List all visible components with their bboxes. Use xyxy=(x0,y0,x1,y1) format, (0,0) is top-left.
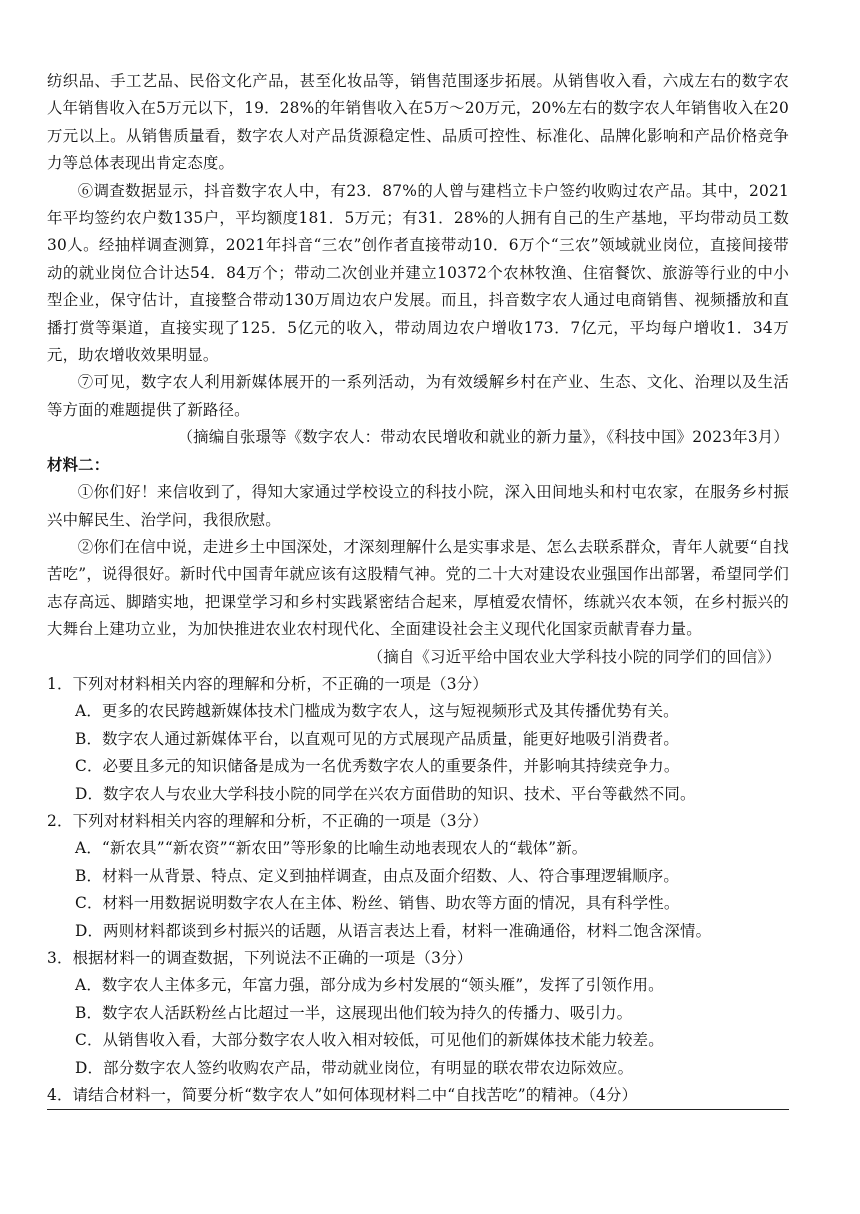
option-a: A．更多的农民跨越新媒体技术门槛成为数字农人，这与短视频形式及其传播优势有关。 xyxy=(75,702,679,721)
page-bottom-rule xyxy=(47,1109,789,1110)
material2-source: （摘自《习近平给中国农业大学科技小院的同学们的回信》） xyxy=(367,647,781,666)
question-4 xyxy=(47,1082,789,1109)
option-d: D．数字农人与农业大学科技小院的同学在兴农方面借助的知识、技术、平台等截然不同。 xyxy=(75,784,696,803)
option-a: A．“新农具”“新农资”“新农田”等形象的比喻生动地表现农人的“载体”新。 xyxy=(75,839,588,858)
exam-page xyxy=(47,68,789,1109)
material2-heading: 材料二： xyxy=(47,455,110,474)
option-b: B．数字农人通过新媒体平台，以直观可见的方式展现产品质量，能更好地吸引消费者。 xyxy=(75,729,679,748)
option-c: C．材料一用数据说明数字农人在主体、粉丝、销售、助农等方面的情况，具有科学性。 xyxy=(75,894,680,913)
paragraph-7: ⑦可见，数字农人利用新媒体展开的一系列活动，为有效缓解乡村在产业、生态、文化、治理以及生活等方面的难题提供了新路径。 xyxy=(47,373,789,419)
material2-paragraph-2: ②你们在信中说，走进乡土中国深处，才深刻理解什么是实事求是、怎么去联系群众，青年人就要“自找苦吃”，说得很好。新时代中国青年就应该有这股精气神。党的二十大对建设农业强国作出部署，希望同学们志存高远、脚踏实地，把课堂学习和乡村实践紧密结合起来，厚植爱农情怀，练就兴农本领，在乡村振兴的大舞台上建功立业，为加快推进农业农村现代化、全面建设社会主义现代化国家贡献青春力量。 xyxy=(47,537,789,639)
question-2 xyxy=(47,808,789,945)
question-stem: 3．根据材料一的调查数据，下列说法不正确的一项是（3分） xyxy=(47,949,473,967)
option-d: D．两则材料都谈到乡村振兴的话题，从语言表达上看，材料一准确通俗，材料二饱含深情。 xyxy=(75,921,712,940)
option-c: C．从销售收入看，大部分数字农人收入相对较低，可见他们的新媒体技术能力较差。 xyxy=(75,1031,664,1050)
option-c: C．必要且多元的知识储备是成为一名优秀数字农人的重要条件，并影响其持续竞争力。 xyxy=(75,757,680,776)
option-b: B．数字农人活跃粉丝占比超过一半，这展现出他们较为持久的传播力、吸引力。 xyxy=(75,1003,633,1022)
question-stem: 4．请结合材料一，简要分析“数字农人”如何体现材料二中“自找苦吃”的精神。（4分） xyxy=(47,1086,638,1105)
question-3 xyxy=(47,945,789,1082)
material1-source: （摘编自张璟等《数字农人：带动农民增收和就业的新力量》，《科技中国》2023年3月） xyxy=(177,428,789,447)
question-1 xyxy=(47,671,789,808)
paragraph-6: ⑥调查数据显示，抖音数字农人中，有23．87%的人曾与建档立卡户签约收购过农产品。其中，2021年平均签约农户数135户，平均额度181．5万元；有31．28%的人拥有自己的生产基地，平均带动员工数30人。经抽样调查测算，2021年抖音“三农”创作者直接带动10．6万个“三农”领域就业岗位，直接间接带动的就业岗位合计达54．84万个；带动二次创业并建立10372个农林牧渔、住宿餐饮、旅游等行业的中小型企业，保守估计，直接整合带动130万周边农户发展。而且，抖音数字农人通过电商销售、视频播放和直播打赏等渠道，直接实现了125．5亿元的收入，带动周边农户增收173．7亿元，平均每户增收1．34万元，助农增收效果明显。 xyxy=(47,181,789,365)
question-stem: 1．下列对材料相关内容的理解和分析，不正确的一项是（3分） xyxy=(47,674,488,693)
option-b: B．材料一从背景、特点、定义到抽样调查，由点及面介绍数、人、符合事理逻辑顺序。 xyxy=(75,866,679,885)
material2-paragraph-1: ①你们好！来信收到了，得知大家通过学校设立的科技小院，深入田间地头和村屯农家，在服务乡村振兴中解民生、治学问，我很欣慰。 xyxy=(47,483,789,529)
option-a: A．数字农人主体多元，年富力强，部分成为乡村发展的“领头雁”，发挥了引领作用。 xyxy=(75,976,664,995)
question-stem: 2．下列对材料相关内容的理解和分析，不正确的一项是（3分） xyxy=(47,811,488,830)
option-d: D．部分数字农人签约收购农产品，带动就业岗位，有明显的联农带农边际效应。 xyxy=(75,1058,634,1077)
paragraph-sales: 纺织品、手工艺品、民俗文化产品，甚至化妆品等，销售范围逐步拓展。从销售收入看，六成左右的数字农人年销售收入在5万元以下，19．28%的年销售收入在5万～20万元，20%左右的数字农人年销售收入在20万元以上。从销售质量看，数字农人对产品货源稳定性、品质可控性、标准化、品牌化影响和产品价格竞争力等总体表现出肯定态度。 xyxy=(47,72,789,173)
